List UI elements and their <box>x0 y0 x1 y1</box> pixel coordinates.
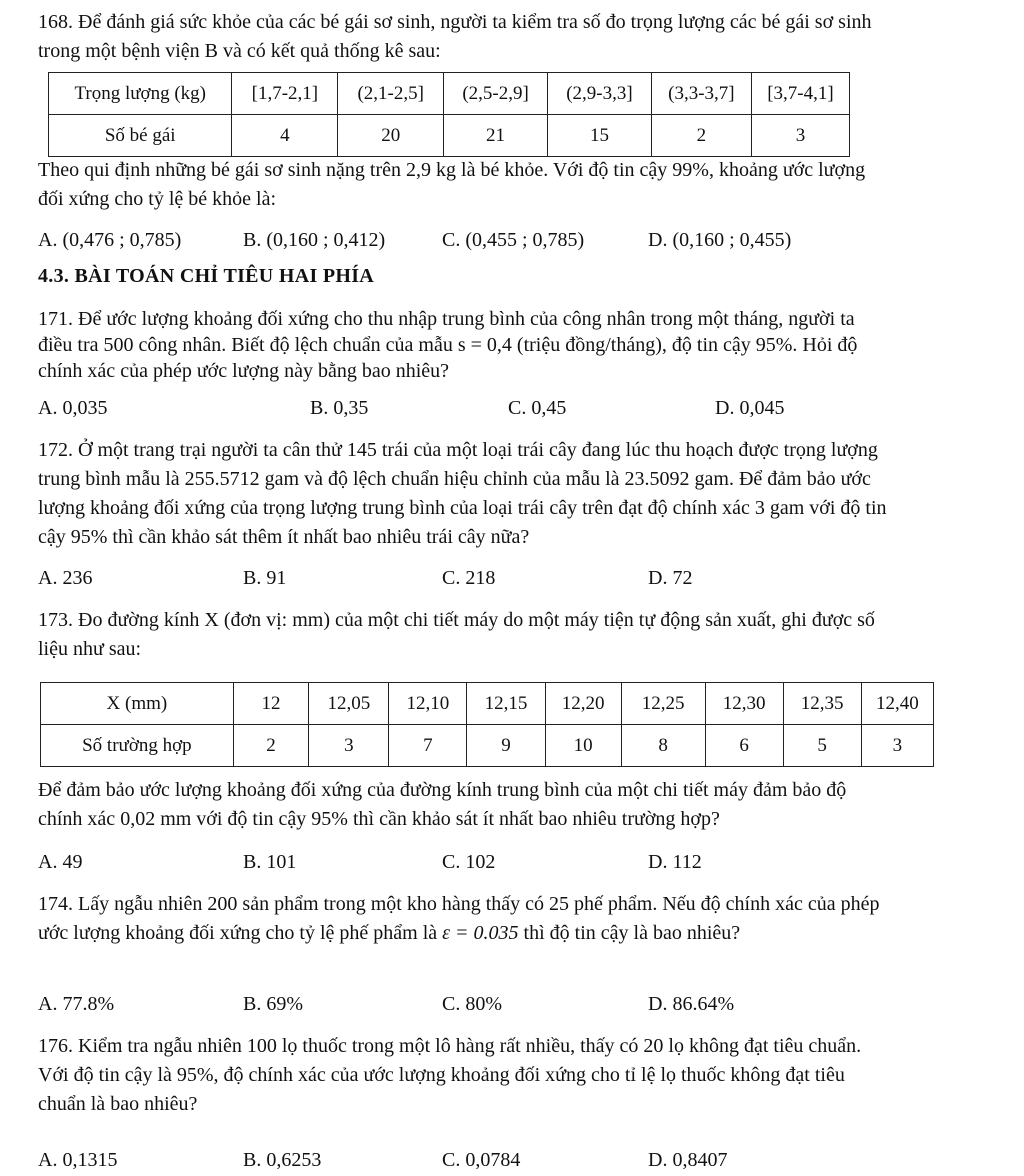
table-cell: 12,40 <box>861 683 933 725</box>
q171-option-a: A. 0,035 <box>38 397 108 419</box>
q173-options <box>38 848 938 878</box>
q174-option-c: C. 80% <box>442 993 502 1015</box>
table-cell: 9 <box>467 725 545 767</box>
q171-options <box>38 394 938 424</box>
table-cell: 12,10 <box>389 683 467 725</box>
q171-text: 171. Để ước lượng khoảng đối xứng cho thu nhập trung bình của công nhân trong một tháng, người ta điều tra 500 công nhân. Biết độ lệch chuẩn của mẫu s = 0,4 (triệu đồng/tháng), độ tin cậy 95%. Hỏi độ chính xác của phép ước lượng này bằng bao nhiêu? <box>38 308 858 382</box>
q171-option-b: B. 0,35 <box>310 397 369 419</box>
q168-option-c: C. (0,455 ; 0,785) <box>442 229 585 251</box>
q168-intro: 168. Để đánh giá sức khỏe của các bé gái sơ sinh, người ta kiểm tra số đo trọng lượng các bé gái sơ sinh trong một bệnh viện B và có kết quả thống kê sau: <box>38 11 872 62</box>
q168-option-a: A. (0,476 ; 0,785) <box>38 229 182 251</box>
table-cell: 12,05 <box>309 683 389 725</box>
q168-question: Theo qui định những bé gái sơ sinh nặng trên 2,9 kg là bé khỏe. Với độ tin cậy 99%, khoảng ước lượng đối xứng cho tỷ lệ bé khỏe là: <box>38 159 866 210</box>
q168-weight-table <box>48 72 850 157</box>
q172-option-a: A. 236 <box>38 567 93 589</box>
table-cell: (3,3-3,7] <box>651 73 751 115</box>
q174-option-b: B. 69% <box>243 993 303 1015</box>
q172-option-d: D. 72 <box>648 567 693 589</box>
table-cell: (2,1-2,5] <box>338 73 444 115</box>
table-cell: Trọng lượng (kg) <box>49 73 232 115</box>
q173-question: Để đảm bảo ước lượng khoảng đối xứng của đường kính trung bình của một chi tiết máy đảm bảo độ chính xác 0,02 mm với độ tin cậy 95% thì cần khảo sát ít nhất bao nhiêu trường hợp? <box>38 779 847 830</box>
q174-text <box>38 890 890 948</box>
q174-text-after: thì độ tin cậy là bao nhiêu? <box>523 922 741 944</box>
table-cell: 7 <box>389 725 467 767</box>
table-cell: 10 <box>545 725 621 767</box>
q173-diameter-table <box>40 682 934 767</box>
table-row <box>41 725 934 767</box>
q171-option-d: D. 0,045 <box>715 397 785 419</box>
table-cell: 4 <box>232 115 338 157</box>
q171-option-c: C. 0,45 <box>508 397 567 419</box>
table-cell: 12,25 <box>621 683 705 725</box>
q173-option-b: B. 101 <box>243 851 297 873</box>
q174-option-d: D. 86.64% <box>648 993 735 1015</box>
q176-option-a: A. 0,1315 <box>38 1149 118 1171</box>
table-row <box>41 683 934 725</box>
table-cell: Số trường hợp <box>41 725 234 767</box>
section-title: 4.3. BÀI TOÁN CHỈ TIÊU HAI PHÍA <box>38 265 375 287</box>
q173-option-d: D. 112 <box>648 851 702 873</box>
q174-options <box>38 990 938 1020</box>
table-cell: 5 <box>783 725 861 767</box>
table-cell: 12,35 <box>783 683 861 725</box>
table-cell: 20 <box>338 115 444 157</box>
table-cell: 12,15 <box>467 683 545 725</box>
table-cell: 12 <box>233 683 309 725</box>
q173-option-c: C. 102 <box>442 851 496 873</box>
q172-text: 172. Ở một trang trại người ta cân thử 145 trái của một loại trái cây đang lúc thu hoạch được trọng lượng trung bình mẫu là 255.5712 gam và độ lệch chuẩn hiệu chỉnh của mẫu là 23.5092 gam. Để đảm bảo ước lượng khoảng đối xứng của trọng lượng trung bình của loại trái cây trên đạt độ chính xác 3 gam với độ tin cậy 95% thì cần khảo sát thêm ít nhất bao nhiêu trái cây nữa? <box>38 439 887 548</box>
q176-option-d: D. 0,8407 <box>648 1149 728 1171</box>
q176-text: 176. Kiểm tra ngẫu nhiên 100 lọ thuốc trong một lô hàng rất nhiều, thấy có 20 lọ không đạt tiêu chuẩn. Với độ tin cậy là 95%, độ chính xác của ước lượng khoảng đối xứng cho tỉ lệ lọ thuốc không đạt tiêu chuẩn là bao nhiêu? <box>38 1035 862 1115</box>
q174-text-before: 174. Lấy ngẫu nhiên 200 sản phẩm trong một kho hàng thấy có 25 phế phẩm. Nếu độ chính xác của phép ước lượng khoảng đối xứng cho tỷ lệ phế phẩm là <box>38 893 880 944</box>
table-cell: 2 <box>651 115 751 157</box>
table-cell: [3,7-4,1] <box>751 73 849 115</box>
table-cell: 8 <box>621 725 705 767</box>
table-row <box>49 73 850 115</box>
table-cell: 3 <box>861 725 933 767</box>
table-cell: 3 <box>309 725 389 767</box>
table-row <box>49 115 850 157</box>
q172-options <box>38 564 938 594</box>
q174-epsilon: ε = 0.035 <box>442 922 519 944</box>
q176-option-c: C. 0,0784 <box>442 1149 521 1171</box>
table-cell: 3 <box>751 115 849 157</box>
table-cell: 15 <box>548 115 652 157</box>
q176-options <box>38 1146 938 1176</box>
table-cell: 21 <box>444 115 548 157</box>
table-cell: 12,30 <box>705 683 783 725</box>
table-cell: [1,7-2,1] <box>232 73 338 115</box>
q168-option-b: B. (0,160 ; 0,412) <box>243 229 386 251</box>
q173-option-a: A. 49 <box>38 851 83 873</box>
q168-options <box>38 226 938 256</box>
q168-option-d: D. (0,160 ; 0,455) <box>648 229 792 251</box>
q174-option-a: A. 77.8% <box>38 993 115 1015</box>
table-cell: (2,5-2,9] <box>444 73 548 115</box>
q172-option-c: C. 218 <box>442 567 496 589</box>
table-cell: 2 <box>233 725 309 767</box>
table-cell: X (mm) <box>41 683 234 725</box>
q172-option-b: B. 91 <box>243 567 287 589</box>
q173-intro: 173. Đo đường kính X (đơn vị: mm) của một chi tiết máy do một máy tiện tự động sản xuất, ghi được số liệu như sau: <box>38 609 875 660</box>
table-cell: Số bé gái <box>49 115 232 157</box>
table-cell: 6 <box>705 725 783 767</box>
q176-option-b: B. 0,6253 <box>243 1149 322 1171</box>
table-cell: 12,20 <box>545 683 621 725</box>
table-cell: (2,9-3,3] <box>548 73 652 115</box>
